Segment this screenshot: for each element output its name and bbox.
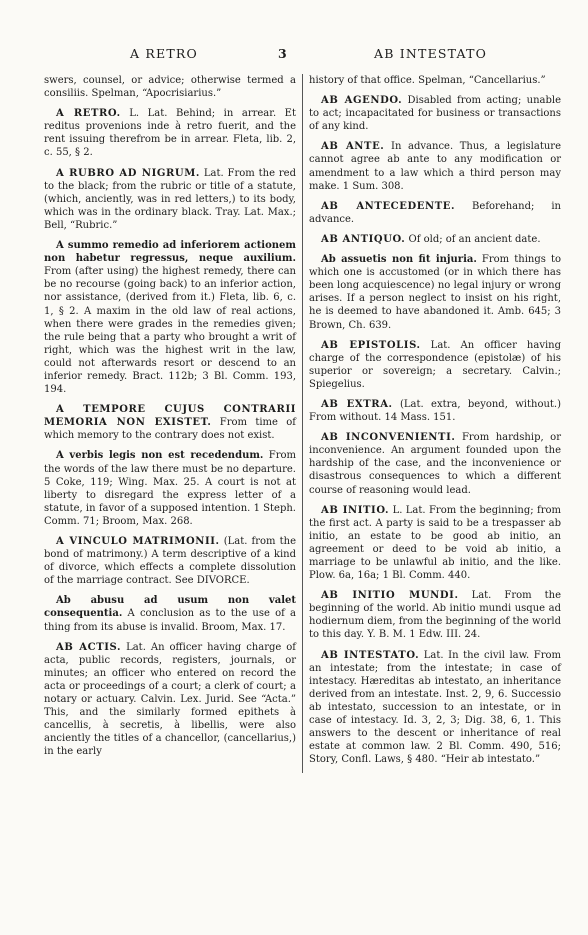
entry: [309, 649, 561, 767]
entry-headword: AB ANTIQUO.: [321, 233, 406, 245]
entry: [44, 594, 296, 633]
entry-headword: AB INITIO MUNDI.: [321, 590, 459, 602]
entry-body: From hardship, or inconvenience. An argument founded upon the hardship of the case, and the inconvenience or disastrous consequences to which a different course of reasoning would lead.: [309, 432, 561, 496]
entry: [44, 449, 296, 528]
entry-body: (Lat. extra, beyond, without.) From without. 14 Mass. 151.: [309, 398, 562, 424]
entry-headword: A VINCULO MATRIMONII.: [56, 536, 220, 547]
entry: [309, 200, 561, 226]
entry: [309, 339, 561, 391]
entry-body: Lat. An officer having charge of the correspondence (epistolæ) of his superior or sovereign; a secretary. Calvin.; Spiegelius.: [309, 339, 562, 390]
entry-headword: A RETRO.: [56, 108, 121, 120]
entry-headword: Ab abusu ad usum non valet consequentia.: [44, 595, 296, 620]
running-header: [44, 46, 564, 66]
entry-headword: AB EXTRA.: [321, 398, 393, 410]
entry-body: Lat. From the red to the black; from the rubric or title of a statute, (which, anciently, was in red letters,) to its body, which was in the ordinary black. Tray. Lat. Max.; Bell, “Rubric.”: [44, 167, 296, 231]
entry-headword: AB ANTE.: [321, 141, 385, 153]
entry: [309, 589, 561, 641]
entry: [44, 107, 296, 159]
header-right-guide-word: AB INTESTATO: [374, 46, 488, 61]
entry-headword: A RUBRO AD NIGRUM.: [56, 167, 200, 179]
entry-body: swers, counsel, or advice; otherwise termed a consiliis. Spelman, “Apocrisiarius.”: [44, 75, 296, 100]
entry-headword: A TEMPORE CUJUS CONTRARII MEMORIA NON EXISTET.: [44, 404, 296, 429]
entry: [309, 504, 561, 583]
entry: [309, 140, 561, 192]
left-column: [44, 74, 302, 773]
entry-body: From (after using) the highest remedy, there can be no recourse (going back) to an inferior action, nor assistance, (derived from it.) Fleta, lib. 6, c. 1, § 2. A maxim in the old law of real actions, when there were grades in the remedies given; the rule being that a party who brought a writ of right, which was the highest writ in the law, could not afterwards resort or descend to an inferior remedy. Bract. 112b; 3 Bl. Comm. 193, 194.: [44, 266, 296, 396]
entry-body: L. Lat. From the beginning; from the first act. A party is said to be a trespasser ab initio, an estate to be good ab initio, an agreement or deed to be void ab initio, a marriage to be unlawful ab initio, and the like. Plow. 6a, 16a; 1 Bl. Comm. 440.: [309, 504, 562, 582]
entry-body: Lat. In the civil law. From an intestate; from the intestate; in case of intestacy. Hæreditas ab intestato, an inheritance derived from an intestate. Inst. 2, 9, 6. Successio ab intestato, succession to an intestate, or in case of intestacy. Id. 3, 2, 3; Dig. 38, 6, 1. This answers to the descent or inheritance of real estate at common law. 2 Bl. Comm. 490, 516; Story, Confl. Laws, § 480. “Heir ab intestato.”: [309, 649, 561, 766]
page-number: 3: [278, 46, 288, 61]
entry-headword: A summo remedio ad inferiorem actionem non habetur regressus, neque auxilium.: [44, 240, 296, 265]
entry: [44, 403, 296, 442]
entry-headword: AB INTESTATO.: [321, 649, 420, 661]
entry: [309, 398, 561, 424]
header-left-guide-word: A RETRO: [130, 46, 198, 61]
entry-continued: [309, 74, 561, 87]
entry-body: A conclusion as to the use of a thing from its abuse is invalid. Broom, Max. 17.: [44, 608, 296, 633]
entry-headword: Ab assuetis non fit injuria.: [321, 254, 477, 266]
entry: [309, 253, 561, 332]
entry-headword: AB INITIO.: [321, 504, 390, 516]
entry-headword: AB ACTIS.: [56, 641, 122, 653]
entry-headword: AB ANTECEDENTE.: [321, 200, 456, 212]
entry-body: Beforehand; in advance.: [309, 200, 561, 225]
entry-headword: A verbis legis non est recedendum.: [56, 450, 264, 462]
entry: [44, 239, 296, 396]
entry-body: (Lat. from the bond of matrimony.) A term descriptive of a kind of divorce, which effects a complete dissolution of the marriage contract. See DIVORCE.: [44, 536, 296, 587]
entry: [309, 431, 561, 496]
entry-body: Disabled from acting; unable to act; incapacitated for business or transactions of any kind.: [309, 95, 561, 133]
entry-body: Lat. An officer having charge of acta, public records, registers, journals, or minutes; an officer who entered on record the acta or proceedings of a court; a clerk of court; a notary or actuary. Calvin. Lex. Jurid. See “Acta.” This, and the similarly formed epithets à cancellis, à secretis, à libellis, were also anciently the titles of a chancellor, (cancellarius,) in the early: [44, 641, 297, 758]
entry: [309, 233, 561, 246]
right-column: [302, 74, 561, 773]
entry-body: L. Lat. Behind; in arrear. Et reditus provenions inde à retro fuerit, and the rent issuing therefrom be in arrear. Fleta, lib. 2, c. 55, § 2.: [44, 108, 296, 159]
entry-body: From things to which one is accustomed (or in which there has been long acquiescence) no legal injury or wrong arises. If a person neglect to insist on his right, he is deemed to have abandoned it. Amb. 645; 3 Brown, Ch. 639.: [309, 254, 561, 331]
entry-body: Lat. From the beginning of the world. Ab initio mundi usque ad hodiernum diem, from the beginning of the world to this day. Y. B. M. 1 Edw. III. 24.: [309, 590, 561, 641]
entry-headword: AB EPISTOLIS.: [321, 339, 421, 351]
entry-body: In advance. Thus, a legislature cannot agree ab ante to any modification or amendment to a law which a third person may make. 1 Sum. 308.: [309, 141, 562, 192]
entry: [309, 94, 561, 133]
entry-headword: AB AGENDO.: [321, 95, 403, 107]
entry-body: history of that office. Spelman, “Cancellarius.”: [309, 75, 546, 86]
entry-body: From the words of the law there must be no departure. 5 Coke, 119; Wing. Max. 25. A court is not at liberty to disregard the express letter of a statute, in favor of a supposed intention. 1 Steph. Comm. 71; Broom, Max. 268.: [44, 450, 296, 527]
entry-body: Of old; of an ancient date.: [405, 233, 541, 245]
entry: [44, 535, 296, 587]
two-column-body: [44, 74, 564, 773]
entry: [44, 641, 296, 759]
entry-headword: AB INCONVENIENTI.: [321, 432, 456, 444]
entry-continued: [44, 74, 296, 100]
entry: [44, 167, 296, 232]
entry-body: From time of which memory to the contrary does not exist.: [44, 417, 296, 442]
